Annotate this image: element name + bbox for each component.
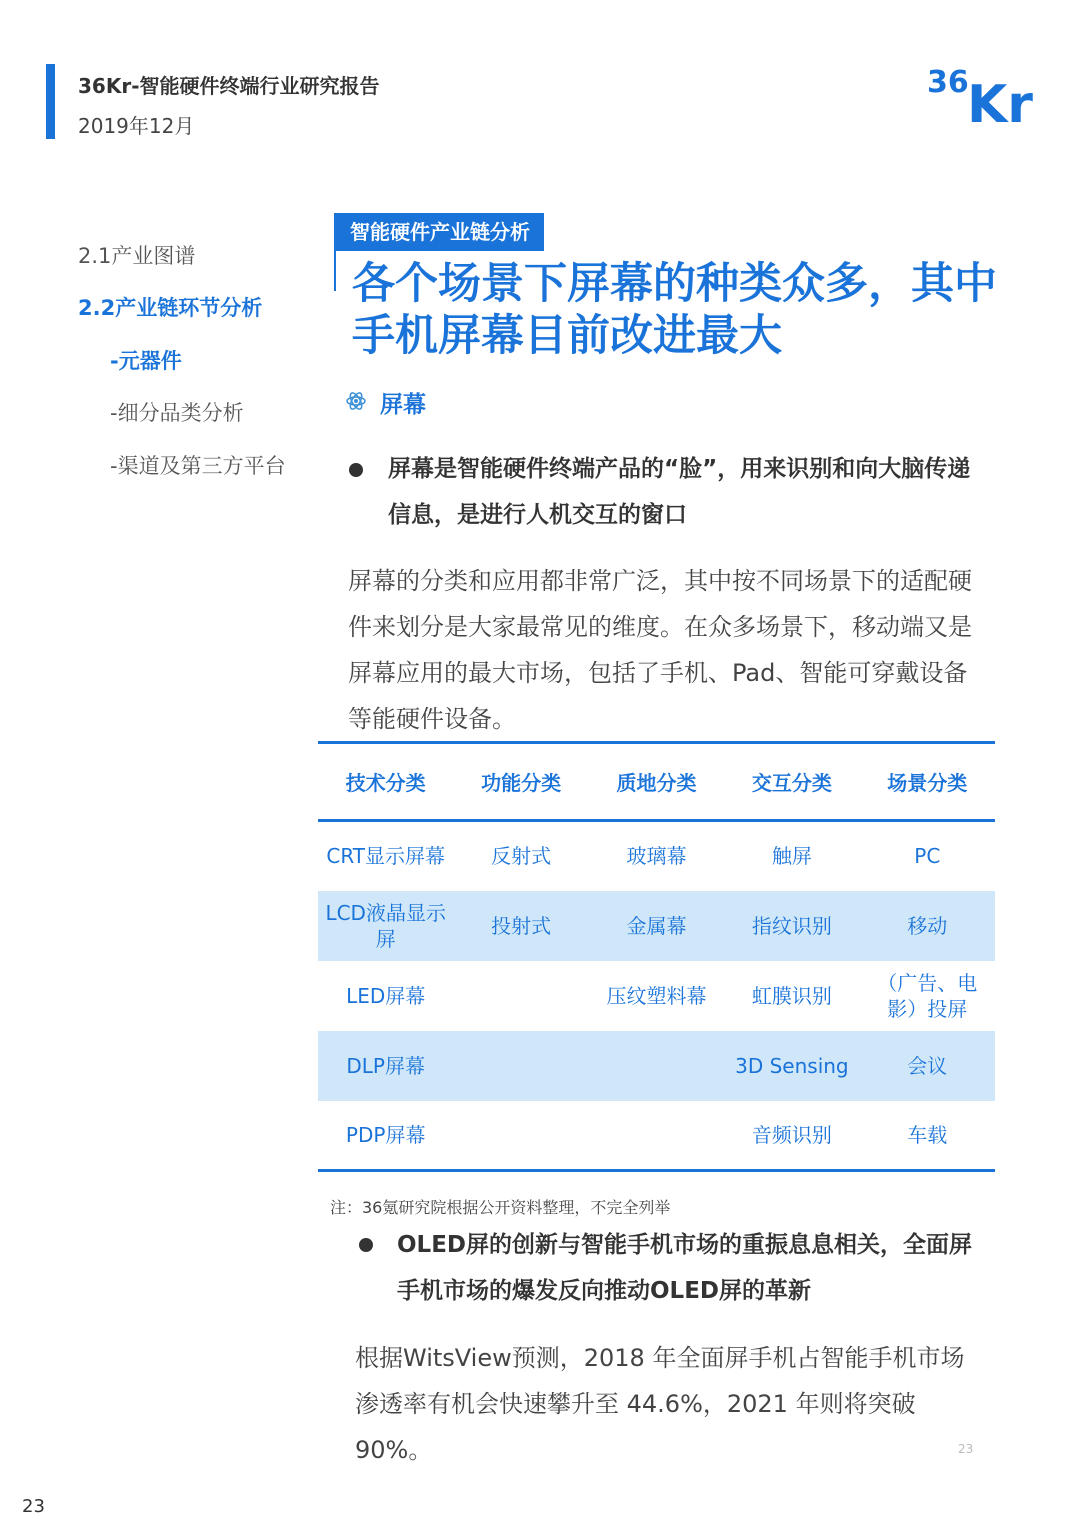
table-row	[318, 1031, 995, 1101]
paragraph-witsview-forecast: 根据WitsView预测，2018 年全面屏手机占智能手机市场渗透率有机会快速攀升至 44.6%，2021 年则将突破90%。	[355, 1344, 965, 1464]
table-cell: 指纹识别	[751, 913, 832, 938]
table-cell: 音频识别	[751, 1122, 832, 1147]
table-cell: 金属幕	[626, 913, 687, 938]
table-cell: 触屏	[771, 844, 812, 869]
atom-icon	[346, 391, 366, 411]
table-header-row	[318, 743, 995, 821]
table-cell	[453, 961, 588, 1031]
page-number: 23	[22, 1496, 45, 1517]
table-cell: PC	[914, 844, 941, 869]
table-cell: DLP屏幕	[346, 1053, 425, 1078]
svg-text:36: 36	[927, 65, 969, 100]
paragraph-screen-classification: 屏幕的分类和应用都非常广泛，其中按不同场景下的适配硬件来划分是大家最常见的维度。在众多场景下，移动端又是屏幕应用的最大市场，包括了手机、Pad、智能可穿戴设备等能硬件设备。	[348, 567, 972, 733]
table-cell: 反射式	[491, 844, 552, 869]
table-cell: 投射式	[491, 913, 552, 938]
nav-item-industry-map[interactable]: 2.1产业图谱	[78, 244, 196, 268]
sub-heading-screen: 屏幕	[380, 392, 426, 418]
svg-text:Kr: Kr	[967, 75, 1033, 128]
table-row	[318, 961, 995, 1031]
table-cell: 虹膜识别	[751, 983, 832, 1008]
header-accent-bar	[46, 64, 55, 139]
nav-item-components[interactable]: -元器件	[110, 349, 182, 373]
table-cell: 移动	[907, 913, 948, 938]
nav-item-chain-analysis[interactable]: 2.2产业链环节分析	[78, 296, 263, 320]
table-header: 交互分类	[751, 771, 832, 795]
table-cell	[453, 1101, 588, 1171]
table-source-note: 注：36氪研究院根据公开资料整理，不完全列举	[330, 1198, 671, 1217]
table-cell: LED屏幕	[346, 983, 426, 1008]
table-header: 技术分类	[345, 771, 426, 795]
bullet-point-2: OLED屏的创新与智能手机市场的重振息息相关，全面屏手机市场的爆发反向推动OLED屏的革新	[397, 1232, 973, 1304]
table-cell: 玻璃幕	[626, 844, 687, 869]
inner-page-number: 23	[958, 1442, 974, 1456]
table-cell: 车载	[907, 1122, 948, 1147]
page-headline: 各个场景下屏幕的种类众多，其中手机屏幕目前改进最大	[352, 259, 997, 361]
screen-classification-table	[318, 741, 995, 1172]
table-header: 质地分类	[616, 771, 697, 795]
table-cell: PDP屏幕	[345, 1122, 426, 1147]
table-header: 场景分类	[887, 771, 968, 795]
table-cell: 压纹塑料幕	[606, 983, 707, 1008]
nav-item-category-analysis[interactable]: -细分品类分析	[110, 401, 244, 425]
table-cell: 会议	[907, 1053, 948, 1078]
section-tag: 智能硬件产业链分析	[336, 213, 544, 251]
table-row	[318, 891, 995, 961]
table-cell: （广告、电影）投屏	[877, 970, 978, 1021]
table-row	[318, 1101, 995, 1171]
bullet-point-1: 屏幕是智能硬件终端产品的“脸”，用来识别和向大脑传递信息，是进行人机交互的窗口	[388, 456, 971, 528]
logo-36kr	[925, 58, 1040, 128]
report-title: 36Kr-智能硬件终端行业研究报告	[78, 74, 380, 98]
table-header: 功能分类	[481, 771, 562, 795]
report-date: 2019年12月	[78, 114, 195, 138]
table-cell	[589, 1101, 724, 1171]
bullet-dot	[359, 1238, 373, 1252]
table-cell: 3D Sensing	[735, 1053, 849, 1078]
table-row	[318, 821, 995, 891]
table-cell: LCD液晶显示屏	[325, 900, 446, 951]
table-cell: CRT显示屏幕	[326, 844, 445, 869]
table-cell	[589, 1031, 724, 1101]
nav-item-channels[interactable]: -渠道及第三方平台	[110, 454, 286, 478]
table-cell	[453, 1031, 588, 1101]
bullet-dot	[349, 463, 363, 477]
